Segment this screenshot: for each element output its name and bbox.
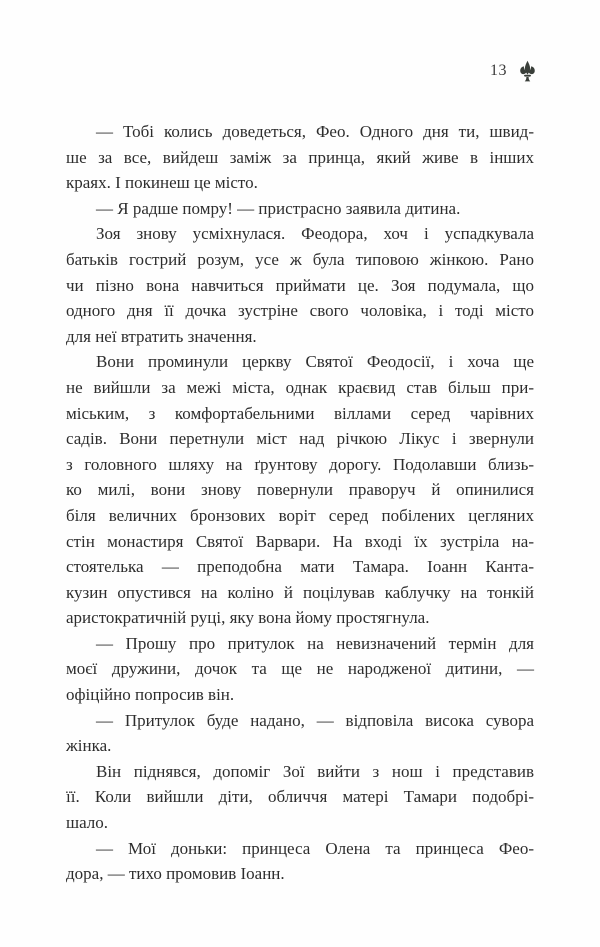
text-body: [66, 119, 534, 887]
text-line: ше за все, вийдеш заміж за принца, який живе в інших: [66, 147, 534, 167]
text-line: — Тобі колись доведеться, Фео. Одного дня ти, швид-: [96, 122, 534, 141]
text-line: офіційно попросив він.: [66, 685, 235, 705]
fleur-de-lis-icon: [519, 60, 536, 82]
text-line: стін монастиря Святої Варвари. На вході їх зустріла на-: [66, 531, 534, 551]
text-line: стоятелька — преподобна мати Тамара. Іоанн Канта-: [66, 557, 534, 577]
text-line: жінка.: [66, 736, 112, 756]
paragraph: [66, 708, 534, 759]
text-line: кузин опустився на коліно й поцілував каблучку на тонкій: [66, 582, 534, 602]
text-line: біля величних бронзових воріт серед побілених цегляних: [66, 505, 534, 525]
text-line: батьків гострий розум, усе ж була типовою жінкою. Рано: [66, 249, 534, 269]
text-line: шало.: [66, 813, 109, 833]
text-line: дора, — тихо промовив Іоанн.: [66, 864, 285, 884]
paragraph: [66, 349, 534, 631]
text-line: моєї дружини, дочок та ще не народженої дитини, —: [66, 659, 534, 679]
paragraph: [66, 221, 534, 349]
paragraph: [66, 119, 534, 196]
text-line: одного дня її дочка зустріне свого чоловіка, і тоді місто: [66, 301, 534, 321]
page-number: 13: [490, 62, 507, 79]
text-line: Зоя знову усміхнулася. Феодора, хоч і успадкувала: [96, 224, 534, 244]
page-header: [490, 58, 536, 84]
text-line: Вони проминули церкву Святої Феодосії, і хоча ще: [96, 352, 534, 372]
text-line: краях. І покинеш це місто.: [66, 173, 258, 193]
text-line: — Мої доньки: принцеса Олена та принцеса Фео-: [96, 838, 534, 858]
text-line: її. Коли вийшли діти, обличчя матері Тамари подобрі-: [66, 787, 534, 807]
text-line: — Я радше помру! — пристрасно заявила дитина.: [96, 198, 461, 218]
paragraph: [66, 759, 534, 836]
text-line: — Прошу про притулок на невизначений термін для: [96, 633, 534, 653]
text-line: садів. Вони перетнули міст над річкою Лікус і звернули: [66, 429, 534, 449]
text-line: Він піднявся, допоміг Зої вийти з нош і представив: [96, 761, 534, 781]
text-line: з головного шляху на ґрунтову дорогу. Подолавши близь-: [66, 454, 534, 474]
text-line: чи пізно вона навчиться приймати це. Зоя подумала, що: [66, 275, 534, 295]
text-line: — Притулок буде надано, — відповіла висока сувора: [96, 710, 534, 730]
text-line: міським, з комфортабельними віллами серед чарівних: [66, 403, 534, 423]
paragraph: [66, 196, 534, 222]
text-line: не вийшли за межі міста, однак краєвид став більш при-: [66, 377, 534, 397]
paragraph: [66, 631, 534, 708]
text-line: для неї втратить значення.: [66, 326, 257, 346]
paragraph: [66, 836, 534, 887]
text-line: ко милі, вони знову повернули праворуч й опинилися: [66, 480, 534, 500]
text-line: аристократичній руці, яку вона йому простягнула.: [66, 608, 430, 628]
